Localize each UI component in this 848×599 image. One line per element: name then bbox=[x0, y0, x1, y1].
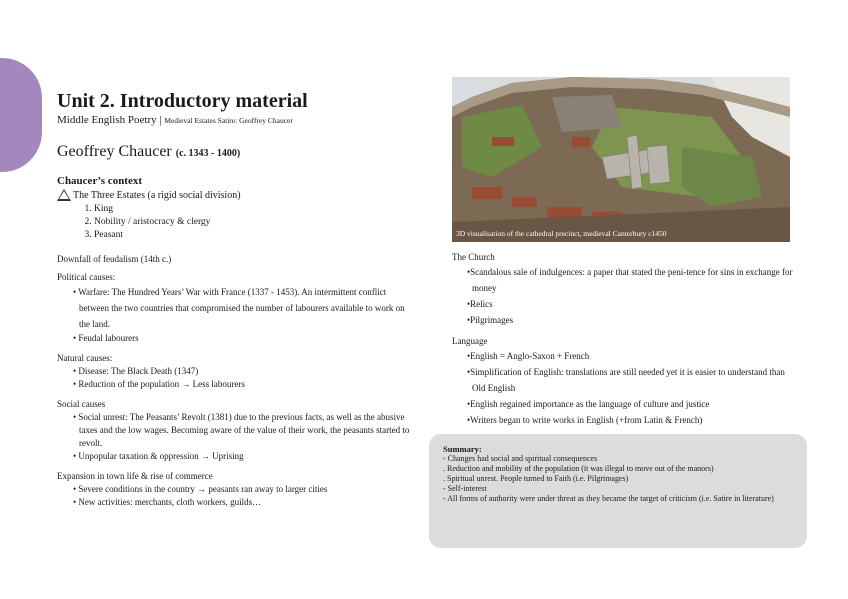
list-item: • Social unrest: The Peasants’ Revolt (1381) due to the previous facts, as well as the abusive taxes and the low wages. Becoming aware of the value of their work, the peasants started to revolt. bbox=[73, 411, 417, 450]
summary-line: - Self-interest bbox=[443, 484, 487, 493]
natural-heading: Natural causes: bbox=[57, 353, 113, 363]
list-item: • Writers began to write works in English (+from Latin & French) bbox=[467, 412, 797, 428]
list-item: • Scandalous sale of indulgences: a paper that stated the peni-tence for sins in exchange for money bbox=[467, 264, 797, 296]
list-item: • English regained importance as the language of culture and justice bbox=[467, 396, 797, 412]
list-item: • English = Anglo-Saxon + French bbox=[467, 348, 797, 364]
subtitle-main: Middle English Poetry | bbox=[57, 114, 162, 126]
triangle-icon bbox=[57, 189, 71, 201]
list-item: • Feudal labourers bbox=[73, 332, 417, 345]
right-column bbox=[452, 252, 797, 428]
summary-line: - All forms of authority were under threat as they became the target of criticism (i.e. Satire in literature) bbox=[443, 494, 774, 503]
author-heading bbox=[57, 143, 417, 163]
list-item: 2. Nobility / aristocracy & clergy bbox=[94, 216, 417, 229]
list-item: • Relics bbox=[467, 296, 797, 312]
summary-line: - Changes had social and spiritual consequences bbox=[443, 454, 598, 463]
expansion-list bbox=[57, 483, 417, 509]
expansion-heading: Expansion in town life & rise of commerce bbox=[57, 471, 213, 481]
side-tab-decoration bbox=[0, 58, 42, 172]
feudalism-heading: Downfall of feudalism (14th c.) bbox=[57, 254, 172, 264]
summary-title: Summary: bbox=[443, 444, 482, 454]
page-subtitle bbox=[57, 114, 417, 127]
author-name: Geoffrey Chaucer bbox=[57, 143, 172, 160]
church-list bbox=[452, 264, 797, 328]
church-heading: The Church bbox=[452, 252, 495, 262]
page-title: Unit 2. Introductory material bbox=[57, 90, 308, 112]
language-list bbox=[452, 348, 797, 428]
list-item: • Severe conditions in the country → peasants ran away to larger cities bbox=[73, 483, 417, 496]
political-heading: Political causes: bbox=[57, 272, 116, 282]
list-item: • Pilgrimages bbox=[467, 312, 797, 328]
list-item: • Reduction of the population → Less labourers bbox=[73, 378, 417, 391]
image-caption: 3D visualisation of the cathedral precinct, medieval Canterbury c1450 bbox=[456, 229, 667, 238]
author-dates: (c. 1343 - 1400) bbox=[175, 148, 241, 159]
estates-list bbox=[57, 203, 417, 242]
context-heading: Chaucer’s context bbox=[57, 175, 143, 187]
natural-list bbox=[57, 365, 417, 391]
language-heading: Language bbox=[452, 336, 488, 346]
social-list bbox=[57, 411, 417, 463]
left-column bbox=[57, 90, 417, 509]
summary-box bbox=[429, 434, 807, 548]
subtitle-small: Medieval Estates Satire: Geoffrey Chaucer bbox=[164, 116, 293, 125]
summary-line: . Spiritual unrest. People turned to Faith (i.e. Pilgrimages) bbox=[443, 474, 629, 483]
list-item: • Simplification of English: translations are still needed yet it is easier to understand than Old English bbox=[467, 364, 797, 396]
summary-line: . Reduction and mobility of the population (it was illegal to move out of the manors) bbox=[443, 464, 714, 473]
list-item: • New activities: merchants, cloth workers, guilds… bbox=[73, 496, 417, 509]
estates-intro: The Three Estates (a rigid social division) bbox=[73, 189, 241, 201]
list-item: 1. King bbox=[94, 203, 417, 216]
list-item: • Unpopular taxation & oppression → Uprising bbox=[73, 450, 417, 463]
cathedral-image bbox=[452, 77, 790, 242]
social-heading: Social causes bbox=[57, 399, 106, 409]
list-item: • Disease: The Black Death (1347) bbox=[73, 365, 417, 378]
list-item: • Warfare: The Hundred Years’ War with France (1337 - 1453). An intermittent conflict between the two countries that compromised the number of labourers available to work on the land. bbox=[73, 284, 417, 332]
estates-intro-row bbox=[57, 189, 417, 201]
political-list bbox=[57, 284, 417, 345]
list-item: 3. Peasant bbox=[94, 229, 417, 242]
